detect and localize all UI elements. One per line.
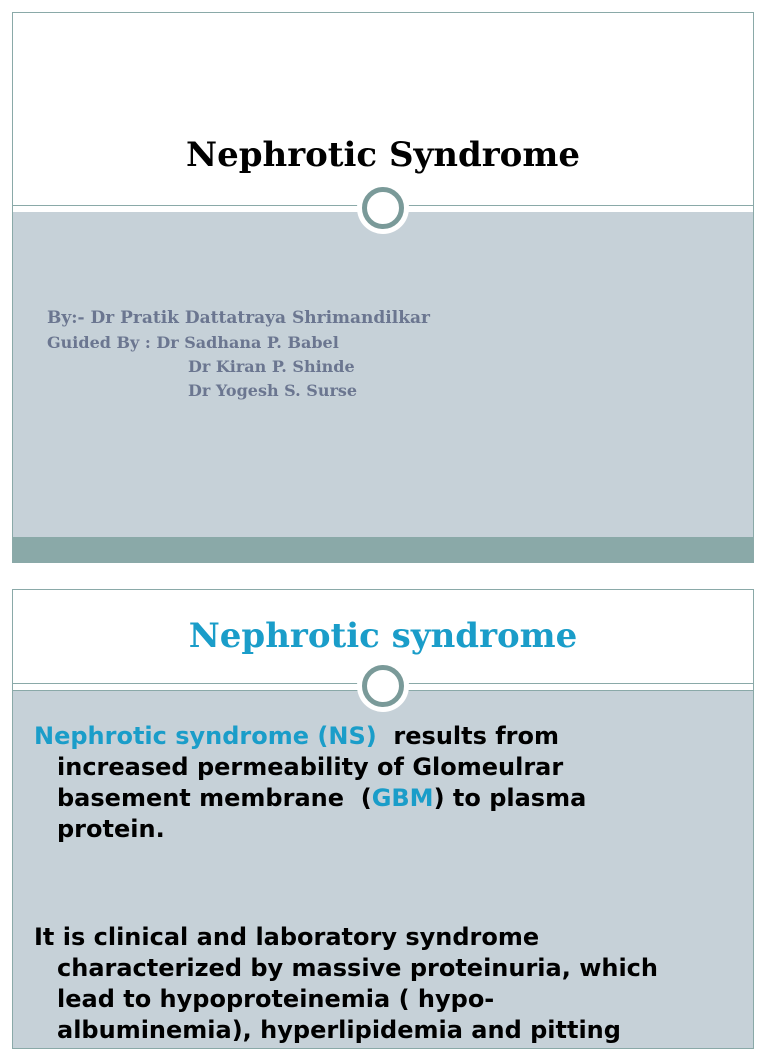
text-run: ) to plasma	[433, 784, 587, 812]
text-run: basement membrane (	[57, 784, 372, 812]
circle-ornament-icon	[362, 665, 404, 707]
author-line: By:- Dr Pratik Dattatraya Shrimandilkar	[47, 308, 430, 328]
presentation-title: Nephrotic Syndrome	[186, 135, 580, 175]
slide-heading: Nephrotic syndrome	[188, 616, 578, 656]
text-line: albuminemia), hyperlipidemia and pitting	[57, 1016, 621, 1044]
guide-name: Dr Yogesh S. Surse	[188, 381, 358, 400]
guide-name: Dr Kiran P. Shinde	[188, 357, 355, 376]
definition-paragraph	[34, 721, 733, 845]
subtitle-panel	[13, 212, 753, 537]
ns-term: Nephrotic syndrome (NS)	[34, 722, 377, 750]
text-line: increased permeability of Glomeulrar	[57, 753, 564, 781]
text-line: lead to hypoproteinemia ( hypo-	[57, 985, 495, 1013]
guided-by-line: Guided By : Dr Sadhana P. Babel	[47, 333, 339, 352]
title-area	[13, 13, 753, 205]
circle-ornament-icon	[362, 187, 404, 229]
content-panel	[13, 691, 753, 1049]
clinical-paragraph	[34, 922, 733, 1046]
slide-content	[12, 589, 754, 1049]
slide-title	[12, 12, 754, 563]
gbm-term: GBM	[371, 784, 434, 812]
text-run: results from	[376, 722, 560, 750]
text-line: It is clinical and laboratory syndrome	[34, 923, 540, 951]
footer-band	[13, 537, 753, 563]
text-line: protein.	[57, 815, 165, 843]
text-line: characterized by massive proteinuria, which	[57, 954, 658, 982]
